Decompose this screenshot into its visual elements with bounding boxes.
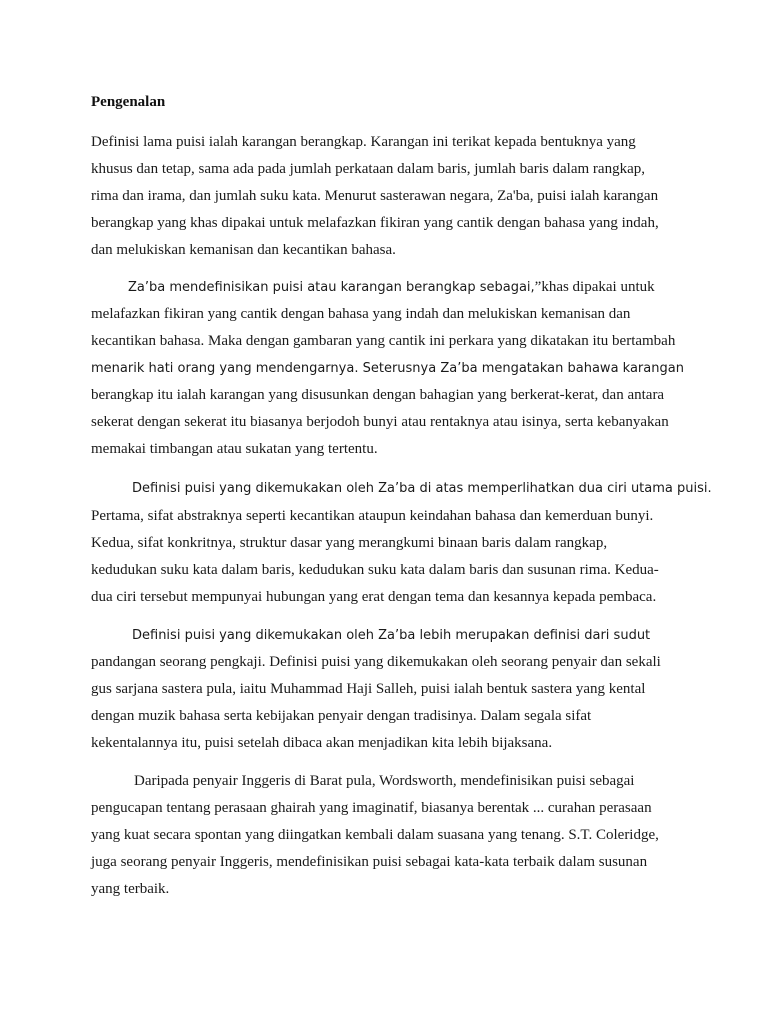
paragraph-2 bbox=[91, 278, 691, 467]
quoted-fragment-tail: ”khas dipakai untuk bbox=[534, 279, 655, 295]
paragraph-4 bbox=[91, 626, 691, 761]
paragraph-line: Pertama, sifat abstraknya seperti kecantikan ataupun keindahan bahasa dan kemerduan bunyi. bbox=[91, 508, 654, 524]
paragraph-line: melafazkan fikiran yang cantik dengan bahasa yang indah dan melukiskan kemanisan dan bbox=[91, 306, 631, 322]
paragraph-line: sekerat dengan sekerat itu biasanya berjodoh bunyi atau rentaknya atau isinya, serta kebanyakan bbox=[91, 414, 669, 430]
paragraph-5 bbox=[91, 772, 691, 907]
paragraph-line: dua ciri tersebut mempunyai hubungan yang erat dengan tema dan kesannya kepada pembaca. bbox=[91, 589, 657, 605]
paragraph-3 bbox=[91, 480, 712, 615]
paragraph-line: yang terbaik. bbox=[91, 881, 170, 897]
paragraph-first-line: Daripada penyair Inggeris di Barat pula, Wordsworth, mendefinisikan puisi sebagai bbox=[134, 773, 635, 789]
paragraph-first-line: Definisi puisi yang dikemukakan oleh Za’ba di atas memperlihatkan dua ciri utama puisi. bbox=[132, 481, 712, 496]
paragraph-line: kecantikan bahasa. Maka dengan gambaran yang cantik ini perkara yang dikatakan itu bertambah bbox=[91, 333, 676, 349]
mixed-fragment-a: menarik hati orang yang mendengarnya. bbox=[91, 361, 359, 376]
paragraph-line: pengucapan tentang perasaan ghairah yang imaginatif, biasanya berentak ... curahan perasaan bbox=[91, 800, 652, 816]
paragraph-line: juga seorang penyair Inggeris, mendefinisikan puisi sebagai kata-kata terbaik dalam susunan bbox=[91, 854, 648, 870]
quoted-fragment: Definisi puisi yang dikemukakan oleh Za’ba bbox=[132, 628, 416, 643]
quoted-fragment-tail: lebih merupakan definisi dari sudut bbox=[415, 628, 651, 643]
paragraph-line: kedudukan suku kata dalam baris, kedudukan suku kata dalam baris dan susunan rima. Kedua- bbox=[91, 562, 659, 578]
paragraph-line: berangkap yang khas dipakai untuk melafazkan fikiran yang cantik dengan bahasa yang indah, bbox=[91, 215, 659, 231]
section-heading: Pengenalan bbox=[91, 94, 166, 110]
paragraph-mixed-line bbox=[91, 359, 691, 386]
paragraph-line: pandangan seorang pengkaji. Definisi puisi yang dikemukakan oleh seorang penyair dan sekali bbox=[91, 654, 661, 670]
paragraph-1 bbox=[91, 133, 691, 268]
quoted-fragment: Za’ba mendefinisikan puisi atau karangan berangkap sebagai, bbox=[128, 280, 535, 295]
paragraph-line: kekentalannya itu, puisi setelah dibaca akan menjadikan kita lebih bijaksana. bbox=[91, 735, 553, 751]
paragraph-first-line bbox=[91, 278, 691, 305]
paragraph-line: berangkap itu ialah karangan yang disusunkan dengan bahagian yang berkerat-kerat, dan antara bbox=[91, 387, 665, 403]
paragraph-line: rima dan irama, dan jumlah suku kata. Menurut sasterawan negara, Za'ba, puisi ialah karangan bbox=[91, 188, 659, 204]
paragraph-line: khusus dan tetap, sama ada pada jumlah perkataan dalam baris, jumlah baris dalam rangkap, bbox=[91, 161, 645, 177]
paragraph-first-line bbox=[91, 626, 691, 653]
paragraph-line: Kedua, sifat konkritnya, struktur dasar yang merangkumi binaan baris dalam rangkap, bbox=[91, 535, 608, 551]
paragraph-line: dengan muzik bahasa serta kebijakan penyair dengan tradisinya. Dalam segala sifat bbox=[91, 708, 592, 724]
paragraph-line: dan melukiskan kemanisan dan kecantikan bahasa. bbox=[91, 242, 396, 258]
paragraph-line: memakai timbangan atau sukatan yang tertentu. bbox=[91, 441, 378, 457]
mixed-fragment-b: Seterusnya Za’ba mengatakan bahawa karangan bbox=[358, 361, 684, 376]
paragraph-line: Definisi lama puisi ialah karangan berangkap. Karangan ini terikat kepada bentuknya yang bbox=[91, 134, 636, 150]
paragraph-line: yang kuat secara spontan yang diingatkan kembali dalam suasana yang tenang. S.T. Coleridge, bbox=[91, 827, 659, 843]
paragraph-line: gus sarjana sastera pula, iaitu Muhammad Haji Salleh, puisi ialah bentuk sastera yang kental bbox=[91, 681, 646, 697]
